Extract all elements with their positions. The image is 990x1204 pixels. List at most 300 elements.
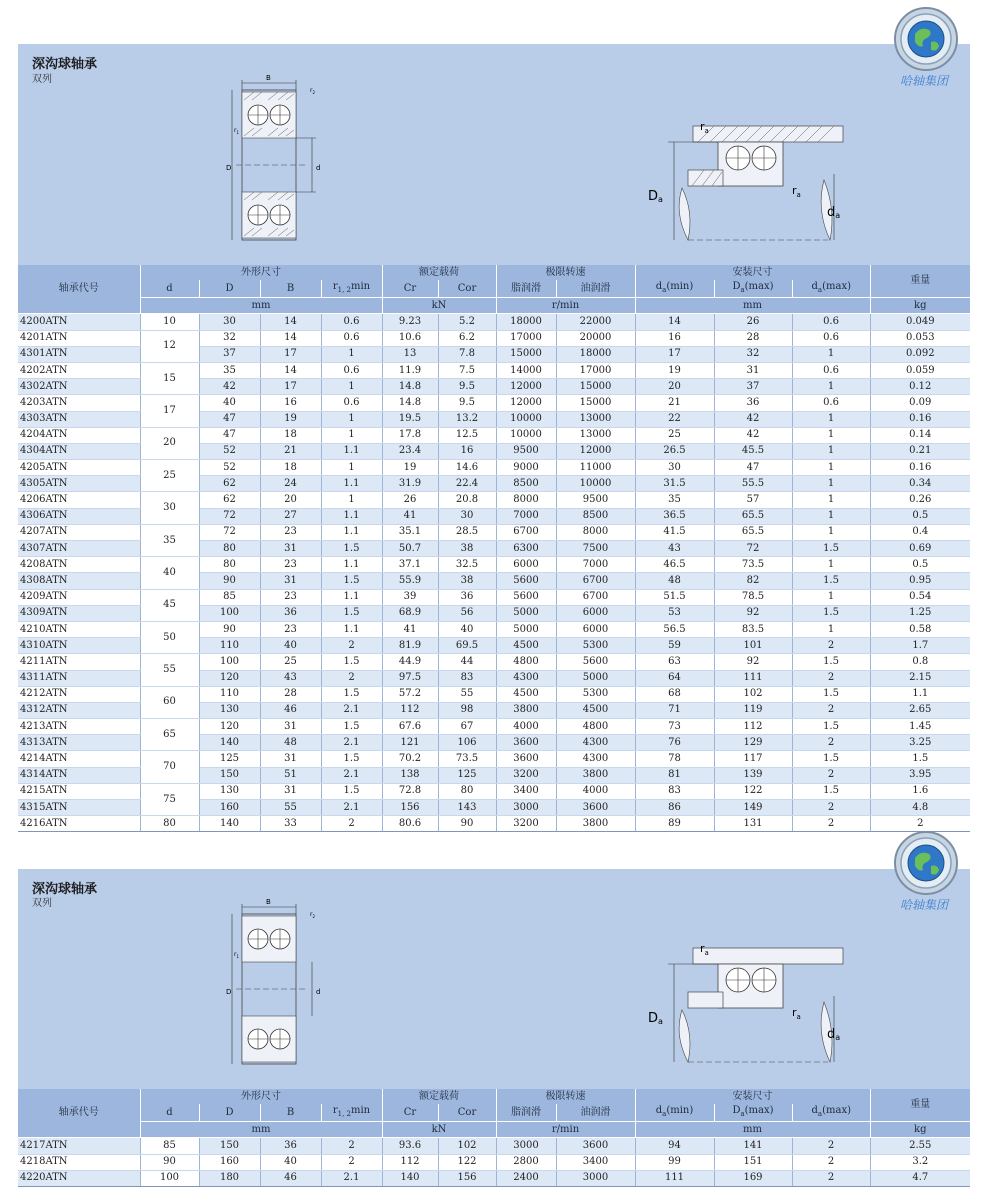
label-da-inner: da [827,1027,841,1042]
table-cell: 2 [792,767,870,783]
table-cell: 6000 [496,557,556,573]
table-cell: 59 [635,638,714,654]
unit-kg: kg [870,1122,970,1138]
cell-bore-d: 15 [140,362,199,394]
table-cell: 24 [260,476,321,492]
unit-mm-install: mm [635,298,870,314]
col-header-Da-max: $D_a(\max)$ [714,1104,792,1122]
table-cell: 83 [635,783,714,799]
table-cell: 1 [321,460,382,476]
table-cell: 7.8 [438,346,496,362]
table-cell: 130 [199,702,260,718]
table-cell: 22.4 [438,476,496,492]
table-cell: 20.8 [438,492,496,508]
table-cell: 1.5 [792,654,870,670]
table-cell: 7500 [556,541,635,557]
label-ra-top: $r_a$ [700,120,709,135]
table-cell: 9500 [556,492,635,508]
bearing-cross-section-diagram [208,70,338,248]
table-cell: 1 [792,379,870,395]
table-cell: 160 [199,800,260,816]
table-cell: 3800 [496,702,556,718]
table-cell: 33 [260,816,321,832]
table-cell: 43 [635,541,714,557]
table-cell: 2.65 [870,702,970,718]
table-cell: 39 [382,589,438,605]
table-cell: 83 [438,670,496,686]
table-cell: 1 [321,492,382,508]
table-cell: 32 [199,330,260,346]
table-cell: 55.9 [382,573,438,589]
table-cell: 1.5 [321,719,382,735]
col-header-weight: 重量 [870,265,970,298]
table-cell: 101 [714,638,792,654]
col-header-grease: 脂润滑 [496,280,556,298]
table-cell: 8500 [496,476,556,492]
table-cell: 1.1 [321,589,382,605]
table-cell: 0.16 [870,460,970,476]
table-cell: 93.6 [382,1138,438,1154]
table-cell: 143 [438,800,496,816]
table-cell: 4500 [496,686,556,702]
table-cell: 19 [260,411,321,427]
table-cell: 7.5 [438,362,496,378]
catalog-section-1 [18,0,970,829]
cell-bearing-code: 4213ATN [18,719,140,735]
table-cell: 46.5 [635,557,714,573]
table-row [18,654,970,670]
table-cell: 125 [438,767,496,783]
table-cell: 111 [714,670,792,686]
table-cell: 80 [199,541,260,557]
table-cell: 1 [792,460,870,476]
table-cell: 3600 [556,1138,635,1154]
unit-kn: kN [382,1122,496,1138]
table-cell: 78.5 [714,589,792,605]
table-cell: 16 [635,330,714,346]
label-r2: $r_2$ [310,911,316,919]
table-cell: 6700 [496,524,556,540]
col-header-grease: 脂润滑 [496,1104,556,1122]
table-cell: 0.5 [870,508,970,524]
bearing-cross-section-diagram [208,894,338,1072]
table-cell: 4300 [556,735,635,751]
table-cell: 112 [382,1154,438,1170]
table-cell: 72 [714,541,792,557]
table-cell: 9500 [496,443,556,459]
table-cell: 0.6 [321,314,382,330]
table-cell: 1.1 [321,508,382,524]
table-cell: 12000 [496,379,556,395]
table-cell: 22 [635,411,714,427]
table-cell: 1.1 [321,621,382,637]
table-cell: 1.5 [792,573,870,589]
table-cell: 6000 [556,621,635,637]
table-cell: 0.4 [870,524,970,540]
table-row [18,751,970,767]
table-cell: 26.5 [635,443,714,459]
table-cell: 1 [792,427,870,443]
table-cell: 2 [321,816,382,832]
cell-bearing-code: 4207ATN [18,524,140,540]
col-header-oil: 油润滑 [556,280,635,298]
cell-bore-d: 60 [140,686,199,718]
table-cell: 2 [321,670,382,686]
page-title: 深沟球轴承 [32,57,98,72]
table-cell: 23 [260,621,321,637]
table-cell: 0.6 [792,330,870,346]
table-cell: 31 [260,751,321,767]
bearing-spec-table [18,265,970,832]
table-cell: 1.25 [870,605,970,621]
table-cell: 28.5 [438,524,496,540]
cell-bearing-code: 4307ATN [18,541,140,557]
col-header-ra-max: $d_a(\max)$ [792,280,870,298]
brand-name: 哈轴集团 [900,74,949,88]
table-cell: 23 [260,524,321,540]
table-cell: 81 [635,767,714,783]
col-header-B: B [260,1104,321,1122]
table-cell: 0.6 [792,395,870,411]
table-cell: 6700 [556,589,635,605]
cell-bearing-code: 4209ATN [18,589,140,605]
col-header-code: 轴承代号 [18,1089,140,1138]
table-cell: 140 [382,1170,438,1186]
table-cell: 51.5 [635,589,714,605]
table-cell: 1 [792,589,870,605]
label-d-inner: d [316,164,321,172]
cell-bearing-code: 4311ATN [18,670,140,686]
col-header-da-min: $d_a(\min)$ [635,1104,714,1122]
table-cell: 62 [199,476,260,492]
cell-bearing-code: 4301ATN [18,346,140,362]
table-cell: 1.5 [321,783,382,799]
table-cell: 31 [260,783,321,799]
table-cell: 111 [635,1170,714,1186]
table-row [18,395,970,411]
table-cell: 15000 [556,395,635,411]
table-cell: 31 [260,573,321,589]
catalog-section-2 [18,826,970,1204]
table-cell: 13 [382,346,438,362]
table-cell: 14.8 [382,379,438,395]
cell-bearing-code: 4215ATN [18,783,140,799]
table-cell: 44.9 [382,654,438,670]
label-d-outer: D [226,164,232,172]
table-cell: 112 [382,702,438,718]
page-subtitle: 双列 [32,74,52,85]
table-cell: 48 [635,573,714,589]
table-cell: 68.9 [382,605,438,621]
table-cell: 1.1 [321,524,382,540]
col-header-oil: 油润滑 [556,1104,635,1122]
cell-bore-d: 20 [140,427,199,459]
table-cell: 0.6 [321,362,382,378]
col-header-r: $r_{1, 2}\min$ [321,280,382,298]
table-cell: 26 [382,492,438,508]
table-cell: 90 [199,621,260,637]
table-cell: 0.8 [870,654,970,670]
cell-bore-d: 45 [140,589,199,621]
table-row [18,314,970,330]
col-header-B: B [260,280,321,298]
table-cell: 0.58 [870,621,970,637]
table-cell: 120 [199,719,260,735]
table-cell: 6.2 [438,330,496,346]
cell-bearing-code: 4212ATN [18,686,140,702]
cell-bore-d: 100 [140,1170,199,1186]
table-cell: 3.95 [870,767,970,783]
table-cell: 1 [792,476,870,492]
cell-bearing-code: 4308ATN [18,573,140,589]
table-cell: 0.26 [870,492,970,508]
table-cell: 90 [438,816,496,832]
table-cell: 0.16 [870,411,970,427]
table-cell: 138 [382,767,438,783]
table-cell: 9.5 [438,395,496,411]
table-cell: 3400 [496,783,556,799]
table-cell: 2 [321,638,382,654]
table-cell: 102 [438,1138,496,1154]
table-cell: 4800 [556,719,635,735]
table-cell: 2 [792,1154,870,1170]
table-cell: 1.5 [870,751,970,767]
table-cell: 55 [438,686,496,702]
cell-bore-d: 25 [140,460,199,492]
table-cell: 149 [714,800,792,816]
table-cell: 42 [714,411,792,427]
table-cell: 4300 [556,751,635,767]
table-cell: 160 [199,1154,260,1170]
cell-bearing-code: 4208ATN [18,557,140,573]
table-cell: 117 [714,751,792,767]
col-header-ra-max: $d_a(\max)$ [792,1104,870,1122]
table-cell: 3400 [556,1154,635,1170]
table-cell: 140 [199,816,260,832]
cell-bearing-code: 4314ATN [18,767,140,783]
table-cell: 71 [635,702,714,718]
table-cell: 5600 [556,654,635,670]
table-cell: 129 [714,735,792,751]
table-cell: 97.5 [382,670,438,686]
unit-rpm: r/min [496,298,635,314]
table-cell: 1.5 [321,751,382,767]
table-cell: 151 [714,1154,792,1170]
page-subtitle: 双列 [32,898,52,909]
unit-mm: mm [140,1122,382,1138]
table-cell: 98 [438,702,496,718]
table-cell: 3000 [496,1138,556,1154]
table-cell: 30 [438,508,496,524]
table-cell: 41 [382,621,438,637]
table-cell: 81.9 [382,638,438,654]
table-cell: 10000 [496,411,556,427]
group-header-load: 额定载荷 [382,265,496,280]
table-cell: 1.5 [792,686,870,702]
table-cell: 25 [635,427,714,443]
table-cell: 130 [199,783,260,799]
table-cell: 37.1 [382,557,438,573]
unit-mm-install: mm [635,1122,870,1138]
group-header-load: 额定载荷 [382,1089,496,1104]
table-cell: 6300 [496,541,556,557]
table-cell: 0.95 [870,573,970,589]
table-cell: 65.5 [714,508,792,524]
table-cell: 1.5 [792,605,870,621]
table-cell: 63 [635,654,714,670]
table-cell: 17.8 [382,427,438,443]
table-cell: 38 [438,573,496,589]
group-header-dims: 外形尺寸 [140,1089,382,1104]
table-cell: 0.34 [870,476,970,492]
table-cell: 2 [792,702,870,718]
table-cell: 2400 [496,1170,556,1186]
label-d-outer: D [226,988,232,996]
cell-bearing-code: 4200ATN [18,314,140,330]
table-cell: 131 [714,816,792,832]
group-header-dims: 外形尺寸 [140,265,382,280]
table-cell: 19 [382,460,438,476]
table-cell: 1.1 [321,557,382,573]
table-cell: 18000 [496,314,556,330]
table-body [18,1138,970,1187]
table-cell: 9000 [496,460,556,476]
table-cell: 27 [260,508,321,524]
table-cell: 31 [714,362,792,378]
table-row [18,1154,970,1170]
col-header-cor: Cor [438,280,496,298]
table-cell: 2 [792,1170,870,1186]
table-cell: 1.6 [870,783,970,799]
table-cell: 1 [792,443,870,459]
table-cell: 46 [260,702,321,718]
table-cell: 106 [438,735,496,751]
table-cell: 3600 [556,800,635,816]
table-cell: 17 [260,346,321,362]
table-cell: 28 [260,686,321,702]
table-cell: 2 [792,735,870,751]
cell-bearing-code: 4216ATN [18,816,140,832]
table-cell: 26 [714,314,792,330]
table-cell: 9.23 [382,314,438,330]
bearing-mounting-diagram [638,108,848,248]
table-cell: 1 [321,379,382,395]
table-cell: 37 [714,379,792,395]
company-logo-icon [893,830,959,896]
table-row [18,492,970,508]
cell-bearing-code: 4211ATN [18,654,140,670]
table-cell: 4500 [556,702,635,718]
table-cell: 2 [792,800,870,816]
table-cell: 72 [199,508,260,524]
table-cell: 5300 [556,638,635,654]
label-r1: $r_1$ [234,127,240,135]
table-cell: 0.6 [792,314,870,330]
cell-bore-d: 10 [140,314,199,330]
table-cell: 80 [199,557,260,573]
cell-bearing-code: 4305ATN [18,476,140,492]
table-cell: 99 [635,1154,714,1170]
table-cell: 5000 [496,621,556,637]
table-cell: 21 [635,395,714,411]
table-cell: 169 [714,1170,792,1186]
table-cell: 0.14 [870,427,970,443]
table-cell: 150 [199,767,260,783]
table-cell: 0.12 [870,379,970,395]
table-cell: 18 [260,460,321,476]
table-cell: 122 [714,783,792,799]
table-cell: 7000 [496,508,556,524]
table-cell: 18 [260,427,321,443]
table-cell: 1.5 [321,541,382,557]
table-cell: 12.5 [438,427,496,443]
cell-bore-d: 12 [140,330,199,362]
table-cell: 10000 [556,476,635,492]
table-cell: 1.5 [792,783,870,799]
table-cell: 4300 [496,670,556,686]
table-cell: 73 [635,719,714,735]
table-cell: 3.25 [870,735,970,751]
table-cell: 1 [792,621,870,637]
table-cell: 47 [714,460,792,476]
table-cell: 41 [382,508,438,524]
table-cell: 36 [714,395,792,411]
table-cell: 31.5 [635,476,714,492]
table-cell: 40 [260,1154,321,1170]
bearing-spec-table [18,1089,970,1187]
cell-bore-d: 70 [140,751,199,783]
table-cell: 80 [438,783,496,799]
cell-bore-d: 40 [140,557,199,589]
table-cell: 35.1 [382,524,438,540]
table-row [18,524,970,540]
table-cell: 2.55 [870,1138,970,1154]
table-cell: 41.5 [635,524,714,540]
table-cell: 6700 [556,573,635,589]
table-cell: 0.092 [870,346,970,362]
cell-bearing-code: 4304ATN [18,443,140,459]
table-cell: 1 [792,492,870,508]
table-cell: 11000 [556,460,635,476]
table-cell: 14 [260,362,321,378]
table-cell: 5300 [556,686,635,702]
table-cell: 55.5 [714,476,792,492]
table-cell: 31 [260,541,321,557]
table-cell: 100 [199,605,260,621]
table-cell: 57.2 [382,686,438,702]
cell-bearing-code: 4218ATN [18,1154,140,1170]
cell-bearing-code: 4309ATN [18,605,140,621]
table-cell: 20 [635,379,714,395]
table-cell: 1.7 [870,638,970,654]
col-header-Da-max: $D_a(\max)$ [714,280,792,298]
table-cell: 2800 [496,1154,556,1170]
table-cell: 12000 [496,395,556,411]
table-cell: 3800 [556,767,635,783]
table-row [18,783,970,799]
unit-rpm: r/min [496,1122,635,1138]
table-cell: 92 [714,654,792,670]
label-b: B [266,898,271,906]
col-header-d: d [140,1104,199,1122]
col-header-D: D [199,280,260,298]
table-cell: 100 [199,654,260,670]
label-d-inner: d [316,988,321,996]
table-cell: 76 [635,735,714,751]
table-row [18,1170,970,1186]
table-row [18,330,970,346]
group-header-install: 安装尺寸 [635,1089,870,1104]
